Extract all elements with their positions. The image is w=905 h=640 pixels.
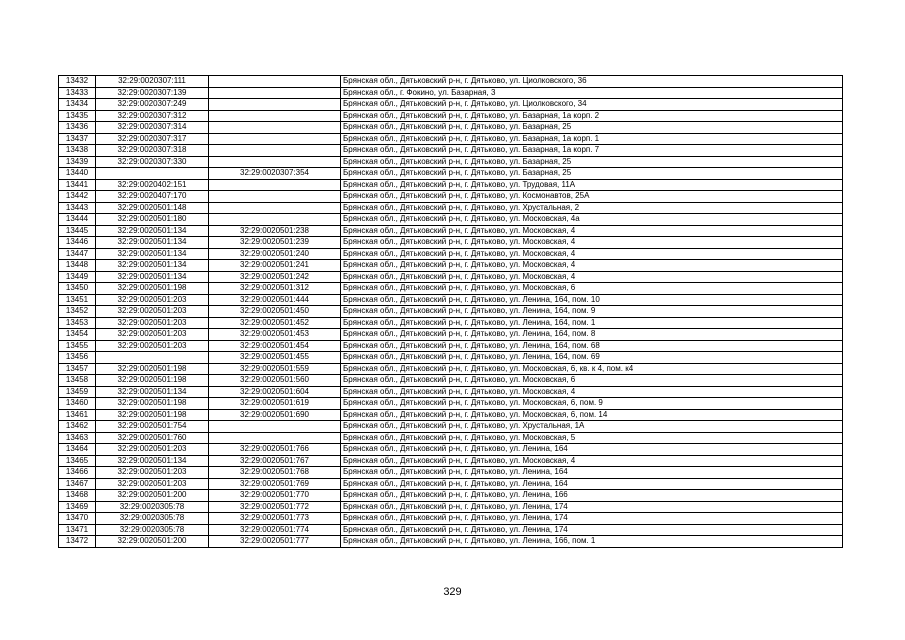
cadastral-number-cell: 32:29:0020501:198 (96, 283, 209, 295)
sub-cadastral-number-cell: 32:29:0020501:767 (209, 455, 341, 467)
address-cell: Брянская обл., Дятьковский р-н, г. Дятьково, ул. Трудовая, 11А (341, 179, 843, 191)
cadastral-number-cell: 32:29:0020501:203 (96, 467, 209, 479)
sub-cadastral-number-cell (209, 191, 341, 203)
table-row (59, 237, 843, 249)
sub-cadastral-number-cell (209, 421, 341, 433)
address-cell: Брянская обл., Дятьковский р-н, г. Дятьково, ул. Московская, 4 (341, 271, 843, 283)
sub-cadastral-number-cell: 32:29:0020501:772 (209, 501, 341, 513)
sub-cadastral-number-cell: 32:29:0020501:238 (209, 225, 341, 237)
address-cell: Брянская обл., Дятьковский р-н, г. Дятьково, ул. Ленина, 164, пом. 9 (341, 306, 843, 318)
cadastral-number-cell (96, 168, 209, 180)
row-number-cell: 13457 (59, 363, 96, 375)
table-row (59, 168, 843, 180)
address-cell: Брянская обл., Дятьковский р-н, г. Дятьково, ул. Циолковского, 34 (341, 99, 843, 111)
address-cell: Брянская обл., Дятьковский р-н, г. Дятьково, ул. Московская, 6 (341, 283, 843, 295)
cadastral-number-cell: 32:29:0020305:78 (96, 524, 209, 536)
address-cell: Брянская обл., Дятьковский р-н, г. Дятьково, ул. Московская, 4 (341, 248, 843, 260)
row-number-cell: 13460 (59, 398, 96, 410)
table-row (59, 386, 843, 398)
sub-cadastral-number-cell: 32:29:0020501:768 (209, 467, 341, 479)
address-cell: Брянская обл., Дятьковский р-н, г. Дятьково, ул. Космонавтов, 25А (341, 191, 843, 203)
row-number-cell: 13459 (59, 386, 96, 398)
cadastral-number-cell: 32:29:0020501:198 (96, 398, 209, 410)
row-number-cell: 13440 (59, 168, 96, 180)
row-number-cell: 13434 (59, 99, 96, 111)
cadastral-number-cell: 32:29:0020501:203 (96, 306, 209, 318)
sub-cadastral-number-cell (209, 133, 341, 145)
sub-cadastral-number-cell: 32:29:0020501:773 (209, 513, 341, 525)
row-number-cell: 13458 (59, 375, 96, 387)
address-cell: Брянская обл., Дятьковский р-н, г. Дятьково, ул. Ленина, 164, пом. 10 (341, 294, 843, 306)
cadastral-number-cell: 32:29:0020402:151 (96, 179, 209, 191)
table-row (59, 340, 843, 352)
table-row (59, 317, 843, 329)
row-number-cell: 13433 (59, 87, 96, 99)
row-number-cell: 13445 (59, 225, 96, 237)
address-cell: Брянская обл., Дятьковский р-н, г. Дятьково, ул. Ленина, 174 (341, 524, 843, 536)
sub-cadastral-number-cell (209, 87, 341, 99)
table-row (59, 76, 843, 88)
sub-cadastral-number-cell (209, 145, 341, 157)
sub-cadastral-number-cell: 32:29:0020501:777 (209, 536, 341, 548)
table-row (59, 214, 843, 226)
row-number-cell: 13443 (59, 202, 96, 214)
sub-cadastral-number-cell: 32:29:0020501:604 (209, 386, 341, 398)
address-cell: Брянская обл., Дятьковский р-н, г. Дятьково, ул. Ленина, 174 (341, 501, 843, 513)
row-number-cell: 13432 (59, 76, 96, 88)
cadastral-number-cell: 32:29:0020307:318 (96, 145, 209, 157)
row-number-cell: 13465 (59, 455, 96, 467)
row-number-cell: 13461 (59, 409, 96, 421)
table-row (59, 225, 843, 237)
cadastral-number-cell: 32:29:0020501:134 (96, 237, 209, 249)
table-row (59, 179, 843, 191)
row-number-cell: 13451 (59, 294, 96, 306)
row-number-cell: 13469 (59, 501, 96, 513)
cadastral-number-cell: 32:29:0020305:78 (96, 501, 209, 513)
cadastral-number-cell: 32:29:0020501:180 (96, 214, 209, 226)
row-number-cell: 13466 (59, 467, 96, 479)
table-row (59, 145, 843, 157)
cadastral-number-cell: 32:29:0020501:198 (96, 375, 209, 387)
row-number-cell: 13447 (59, 248, 96, 260)
sub-cadastral-number-cell: 32:29:0020501:559 (209, 363, 341, 375)
table-row (59, 409, 843, 421)
address-cell: Брянская обл., Дятьковский р-н, г. Дятьково, ул. Московская, 5 (341, 432, 843, 444)
address-cell: Брянская обл., Дятьковский р-н, г. Дятьково, ул. Московская, 4 (341, 225, 843, 237)
address-cell: Брянская обл., Дятьковский р-н, г. Дятьково, ул. Московская, 4 (341, 237, 843, 249)
address-cell: Брянская обл., Дятьковский р-н, г. Дятьково, ул. Базарная, 25 (341, 168, 843, 180)
row-number-cell: 13448 (59, 260, 96, 272)
cadastral-number-cell: 32:29:0020501:198 (96, 409, 209, 421)
sub-cadastral-number-cell: 32:29:0020501:241 (209, 260, 341, 272)
cadastral-number-cell: 32:29:0020501:134 (96, 455, 209, 467)
sub-cadastral-number-cell: 32:29:0020307:354 (209, 168, 341, 180)
address-cell: Брянская обл., Дятьковский р-н, г. Дятьково, ул. Базарная, 1а корп. 7 (341, 145, 843, 157)
table-row (59, 398, 843, 410)
sub-cadastral-number-cell: 32:29:0020501:454 (209, 340, 341, 352)
table-row (59, 110, 843, 122)
address-cell: Брянская обл., Дятьковский р-н, г. Дятьково, ул. Ленина, 174 (341, 513, 843, 525)
sub-cadastral-number-cell: 32:29:0020501:455 (209, 352, 341, 364)
cadastral-number-cell: 32:29:0020501:134 (96, 248, 209, 260)
sub-cadastral-number-cell: 32:29:0020501:769 (209, 478, 341, 490)
registry-table (58, 75, 843, 548)
sub-cadastral-number-cell (209, 76, 341, 88)
table-row (59, 306, 843, 318)
row-number-cell: 13444 (59, 214, 96, 226)
row-number-cell: 13453 (59, 317, 96, 329)
row-number-cell: 13436 (59, 122, 96, 134)
table-row (59, 352, 843, 364)
row-number-cell: 13441 (59, 179, 96, 191)
address-cell: Брянская обл., Дятьковский р-н, г. Дятьково, ул. Базарная, 1а корп. 2 (341, 110, 843, 122)
row-number-cell: 13449 (59, 271, 96, 283)
table-row (59, 478, 843, 490)
address-cell: Брянская обл., Дятьковский р-н, г. Дятьково, ул. Московская, 4 (341, 260, 843, 272)
cadastral-number-cell: 32:29:0020307:317 (96, 133, 209, 145)
cadastral-number-cell: 32:29:0020307:330 (96, 156, 209, 168)
address-cell: Брянская обл., Дятьковский р-н, г. Дятьково, ул. Ленина, 164, пом. 69 (341, 352, 843, 364)
sub-cadastral-number-cell: 32:29:0020501:452 (209, 317, 341, 329)
cadastral-number-cell: 32:29:0020501:203 (96, 317, 209, 329)
cadastral-number-cell: 32:29:0020501:198 (96, 363, 209, 375)
cadastral-number-cell: 32:29:0020307:111 (96, 76, 209, 88)
cadastral-number-cell: 32:29:0020501:134 (96, 271, 209, 283)
row-number-cell: 13437 (59, 133, 96, 145)
address-cell: Брянская обл., Дятьковский р-н, г. Дятьково, ул. Хрустальная, 1А (341, 421, 843, 433)
address-cell: Брянская обл., Дятьковский р-н, г. Дятьково, ул. Московская, 4 (341, 386, 843, 398)
row-number-cell: 13452 (59, 306, 96, 318)
table-row (59, 490, 843, 502)
cadastral-number-cell: 32:29:0020307:314 (96, 122, 209, 134)
cadastral-number-cell: 32:29:0020501:203 (96, 294, 209, 306)
row-number-cell: 13467 (59, 478, 96, 490)
cadastral-number-cell: 32:29:0020501:200 (96, 536, 209, 548)
sub-cadastral-number-cell: 32:29:0020501:770 (209, 490, 341, 502)
cadastral-number-cell: 32:29:0020501:754 (96, 421, 209, 433)
address-cell: Брянская обл., Дятьковский р-н, г. Дятьково, ул. Московская, 6, пом. 14 (341, 409, 843, 421)
cadastral-number-cell: 32:29:0020501:203 (96, 444, 209, 456)
sub-cadastral-number-cell: 32:29:0020501:242 (209, 271, 341, 283)
table-row (59, 501, 843, 513)
table-row (59, 294, 843, 306)
cadastral-number-cell: 32:29:0020501:203 (96, 478, 209, 490)
table-row (59, 467, 843, 479)
table-row (59, 524, 843, 536)
table-row (59, 99, 843, 111)
row-number-cell: 13438 (59, 145, 96, 157)
row-number-cell: 13454 (59, 329, 96, 341)
row-number-cell: 13470 (59, 513, 96, 525)
table-row (59, 122, 843, 134)
cadastral-number-cell: 32:29:0020501:200 (96, 490, 209, 502)
cadastral-number-cell: 32:29:0020501:203 (96, 329, 209, 341)
table-row (59, 271, 843, 283)
table-row (59, 375, 843, 387)
row-number-cell: 13472 (59, 536, 96, 548)
page-number: 329 (443, 586, 462, 598)
address-cell: Брянская обл., Дятьковский р-н, г. Дятьково, ул. Московская, 6, кв. к 4, пом. к4 (341, 363, 843, 375)
sub-cadastral-number-cell: 32:29:0020501:766 (209, 444, 341, 456)
table-row (59, 536, 843, 548)
sub-cadastral-number-cell (209, 179, 341, 191)
address-cell: Брянская обл., Дятьковский р-н, г. Дятьково, ул. Московская, 6 (341, 375, 843, 387)
cadastral-number-cell: 32:29:0020407:170 (96, 191, 209, 203)
address-cell: Брянская обл., Дятьковский р-н, г. Дятьково, ул. Ленина, 164, пом. 1 (341, 317, 843, 329)
sub-cadastral-number-cell: 32:29:0020501:450 (209, 306, 341, 318)
address-cell: Брянская обл., Дятьковский р-н, г. Дятьково, ул. Ленина, 166 (341, 490, 843, 502)
table-row (59, 202, 843, 214)
cadastral-number-cell: 32:29:0020501:134 (96, 260, 209, 272)
table-row (59, 156, 843, 168)
table-row (59, 248, 843, 260)
registry-table-body (59, 76, 843, 548)
address-cell: Брянская обл., Дятьковский р-н, г. Дятьково, ул. Московская, 4 (341, 455, 843, 467)
address-cell: Брянская обл., Дятьковский р-н, г. Дятьково, ул. Хрустальная, 2 (341, 202, 843, 214)
table-row (59, 133, 843, 145)
sub-cadastral-number-cell: 32:29:0020501:312 (209, 283, 341, 295)
sub-cadastral-number-cell (209, 432, 341, 444)
row-number-cell: 13464 (59, 444, 96, 456)
cadastral-number-cell: 32:29:0020501:134 (96, 386, 209, 398)
sub-cadastral-number-cell: 32:29:0020501:240 (209, 248, 341, 260)
table-row (59, 432, 843, 444)
address-cell: Брянская обл., Дятьковский р-н, г. Дятьково, ул. Базарная, 1а корп. 1 (341, 133, 843, 145)
address-cell: Брянская обл., Дятьковский р-н, г. Дятьково, ул. Базарная, 25 (341, 156, 843, 168)
row-number-cell: 13439 (59, 156, 96, 168)
sub-cadastral-number-cell (209, 156, 341, 168)
cadastral-number-cell: 32:29:0020501:203 (96, 340, 209, 352)
cadastral-number-cell: 32:29:0020501:148 (96, 202, 209, 214)
address-cell: Брянская обл., Дятьковский р-н, г. Дятьково, ул. Ленина, 164 (341, 478, 843, 490)
table-row (59, 283, 843, 295)
row-number-cell: 13442 (59, 191, 96, 203)
sub-cadastral-number-cell: 32:29:0020501:690 (209, 409, 341, 421)
address-cell: Брянская обл., Дятьковский р-н, г. Дятьково, ул. Циолковского, 36 (341, 76, 843, 88)
sub-cadastral-number-cell (209, 99, 341, 111)
table-row (59, 444, 843, 456)
table-row (59, 260, 843, 272)
address-cell: Брянская обл., г. Фокино, ул. Базарная, 3 (341, 87, 843, 99)
row-number-cell: 13455 (59, 340, 96, 352)
table-row (59, 513, 843, 525)
sub-cadastral-number-cell: 32:29:0020501:239 (209, 237, 341, 249)
address-cell: Брянская обл., Дятьковский р-н, г. Дятьково, ул. Базарная, 25 (341, 122, 843, 134)
sub-cadastral-number-cell (209, 214, 341, 226)
cadastral-number-cell: 32:29:0020501:760 (96, 432, 209, 444)
address-cell: Брянская обл., Дятьковский р-н, г. Дятьково, ул. Ленина, 164, пом. 8 (341, 329, 843, 341)
table-row (59, 329, 843, 341)
cadastral-number-cell: 32:29:0020307:312 (96, 110, 209, 122)
row-number-cell: 13471 (59, 524, 96, 536)
row-number-cell: 13456 (59, 352, 96, 364)
table-row (59, 455, 843, 467)
sub-cadastral-number-cell: 32:29:0020501:774 (209, 524, 341, 536)
address-cell: Брянская обл., Дятьковский р-н, г. Дятьково, ул. Московская, 6, пом. 9 (341, 398, 843, 410)
row-number-cell: 13462 (59, 421, 96, 433)
address-cell: Брянская обл., Дятьковский р-н, г. Дятьково, ул. Московская, 4а (341, 214, 843, 226)
cadastral-number-cell (96, 352, 209, 364)
row-number-cell: 13463 (59, 432, 96, 444)
address-cell: Брянская обл., Дятьковский р-н, г. Дятьково, ул. Ленина, 166, пом. 1 (341, 536, 843, 548)
table-row (59, 191, 843, 203)
sub-cadastral-number-cell: 32:29:0020501:444 (209, 294, 341, 306)
row-number-cell: 13446 (59, 237, 96, 249)
row-number-cell: 13450 (59, 283, 96, 295)
address-cell: Брянская обл., Дятьковский р-н, г. Дятьково, ул. Ленина, 164 (341, 467, 843, 479)
cadastral-number-cell: 32:29:0020307:139 (96, 87, 209, 99)
sub-cadastral-number-cell: 32:29:0020501:619 (209, 398, 341, 410)
cadastral-number-cell: 32:29:0020305:78 (96, 513, 209, 525)
address-cell: Брянская обл., Дятьковский р-н, г. Дятьково, ул. Ленина, 164, пом. 68 (341, 340, 843, 352)
table-row (59, 363, 843, 375)
sub-cadastral-number-cell: 32:29:0020501:560 (209, 375, 341, 387)
row-number-cell: 13435 (59, 110, 96, 122)
table-row (59, 421, 843, 433)
sub-cadastral-number-cell: 32:29:0020501:453 (209, 329, 341, 341)
address-cell: Брянская обл., Дятьковский р-н, г. Дятьково, ул. Ленина, 164 (341, 444, 843, 456)
sub-cadastral-number-cell (209, 110, 341, 122)
cadastral-number-cell: 32:29:0020501:134 (96, 225, 209, 237)
row-number-cell: 13468 (59, 490, 96, 502)
sub-cadastral-number-cell (209, 122, 341, 134)
sub-cadastral-number-cell (209, 202, 341, 214)
table-row (59, 87, 843, 99)
cadastral-number-cell: 32:29:0020307:249 (96, 99, 209, 111)
